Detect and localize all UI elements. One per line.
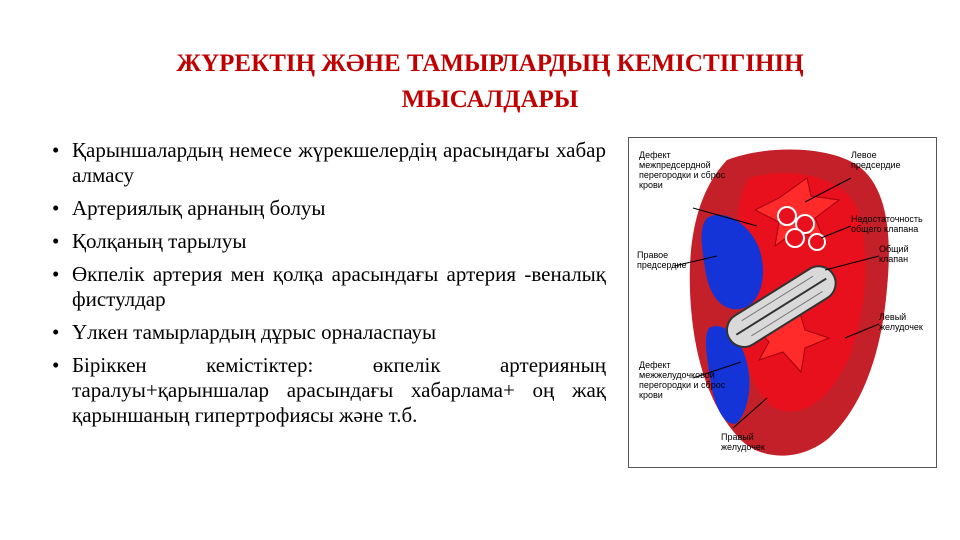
label-atrial-septal-defect: Дефект межпредсердной перегородки и сброс крови — [639, 150, 726, 190]
label-right-atrium: Правое предсердие — [637, 250, 687, 270]
list-item: • Қолқаның тарылуы — [52, 229, 247, 253]
label-left-atrium: Левое предсердие — [851, 150, 901, 170]
label-left-ventricle: Левый желудочек — [879, 312, 923, 332]
title-line-1: ЖҮРЕКТІҢ ЖӘНЕ ТАМЫРЛАРДЫҢ КЕМІСТІГІНІҢ — [176, 50, 804, 77]
bullet-icon: • — [52, 320, 60, 344]
list-item: • Қарыншалардың немесе жүрекшелердің арасындағы хабар алмасу — [52, 138, 606, 187]
label-common-valve: Общий клапан — [879, 244, 909, 264]
list-item: • Өкпелік артерия мен қолқа арасындағы артерия -веналық фистулдар — [52, 262, 606, 311]
label-ventricular-septal-defect: Дефект межжелудочковой перегородки и сброс крови — [639, 360, 726, 400]
bullet-icon: • — [52, 229, 60, 253]
title-line-2: МЫСАЛДАРЫ — [401, 86, 579, 113]
list-item: • Артериялық арнаның болуы — [52, 196, 326, 220]
bullet-icon: • — [52, 196, 60, 220]
bullet-icon: • — [52, 353, 60, 377]
list-item: • Біріккен кемістіктер: өкпелік артерияның таралуы+қарыншалар арасындағы хабарлама+ оң жақ қарыншаның гипертрофиясы және т.б. — [52, 353, 606, 427]
defect-list — [50, 138, 606, 436]
heart-defect-figure — [628, 137, 937, 468]
bullet-icon: • — [52, 262, 60, 286]
label-valve-insufficiency: Недостаточность общего клапана — [851, 214, 923, 234]
label-right-ventricle: Правый желудочек — [721, 432, 765, 452]
slide-title — [60, 46, 920, 118]
bullet-icon: • — [52, 138, 60, 162]
list-item: • Үлкен тамырлардың дұрыс орналаспауы — [52, 320, 437, 344]
